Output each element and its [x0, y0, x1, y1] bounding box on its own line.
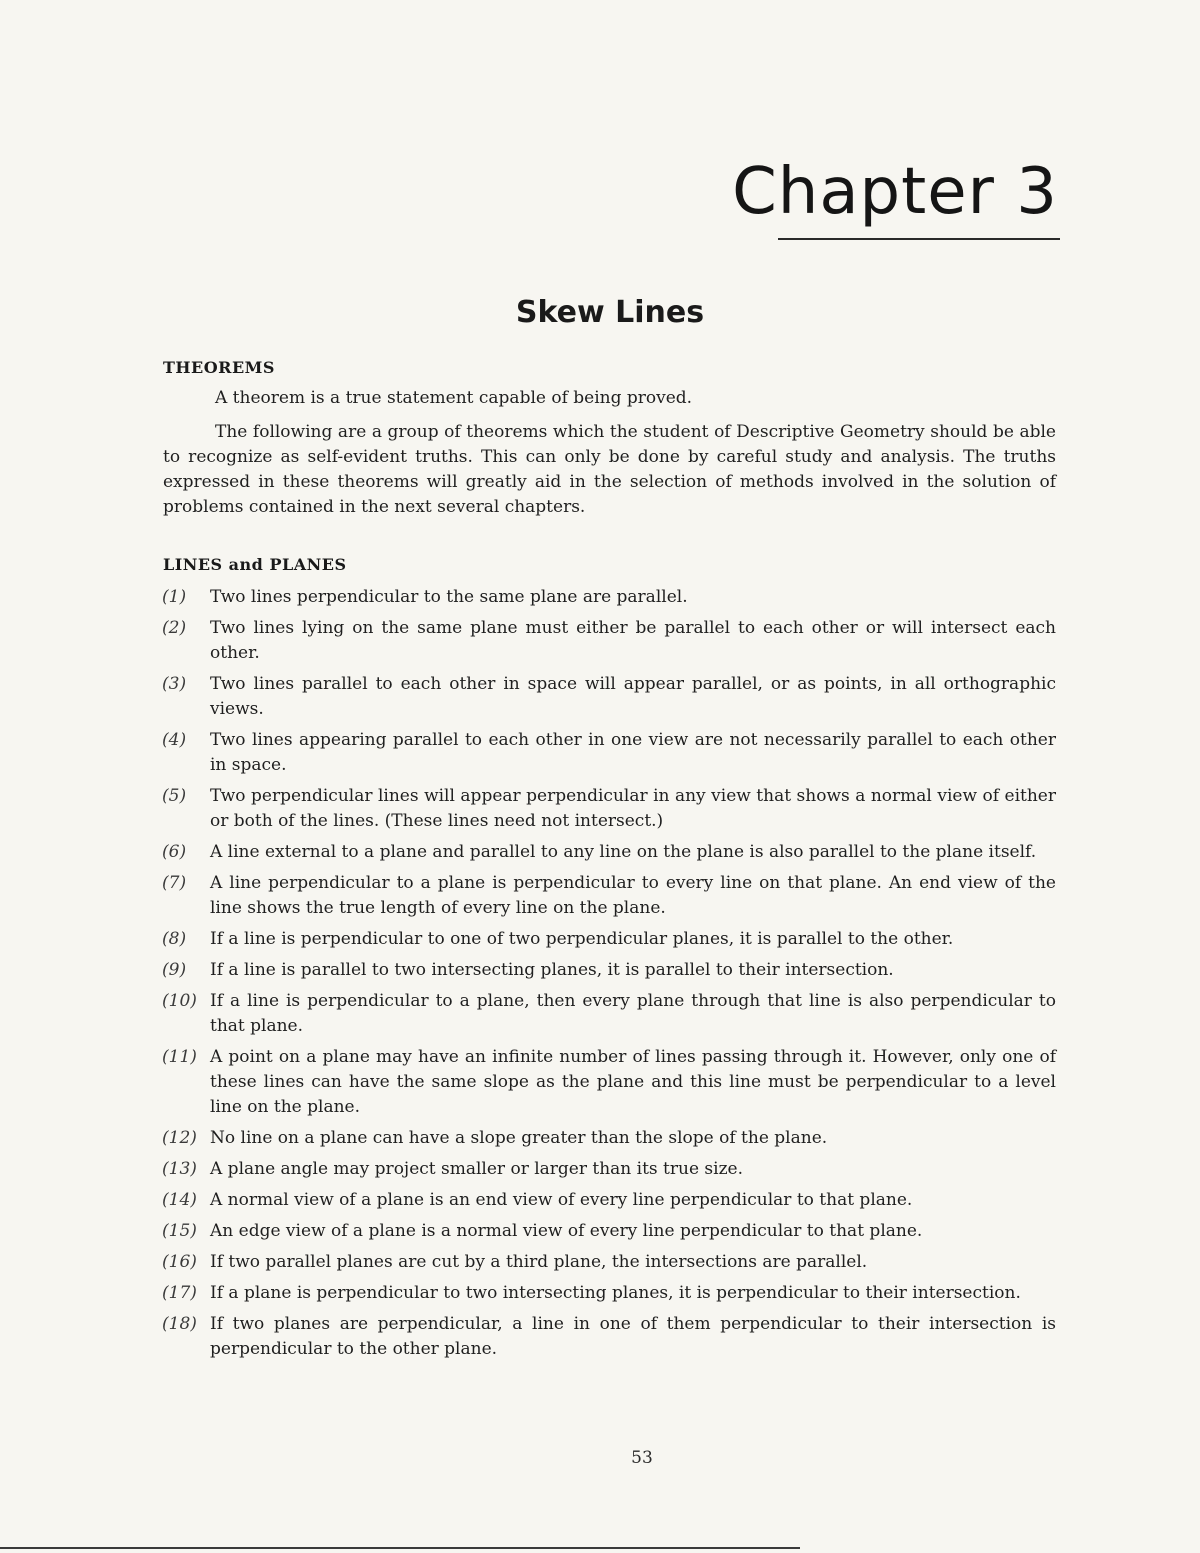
chapter-title: Chapter 3 [732, 155, 1058, 229]
theorem-number: (4) [162, 730, 187, 750]
theorem-item [162, 1281, 1056, 1306]
theorem-text: No line on a plane can have a slope greater than the slope of the plane. [210, 1128, 828, 1148]
theorem-text: Two lines perpendicular to the same plane are parallel. [210, 587, 688, 607]
theorem-intro-paragraph: The following are a group of theorems which the student of Descriptive Geometry should be able to recognize as self-evident truths. This can only be done by careful study and analysis. The truths expressed in these theorems will greatly aid in the selection of methods involved in the solution of problems contained in the next several chapters. [163, 422, 1056, 517]
theorem-item [162, 616, 1056, 666]
theorem-text: Two perpendicular lines will appear perpendicular in any view that shows a normal view of either or both of the lines. (These lines need not intersect.) [210, 786, 1056, 831]
theorem-item [162, 1188, 1056, 1213]
theorem-item [162, 672, 1056, 722]
theorem-item [162, 840, 1056, 865]
theorem-text: An edge view of a plane is a normal view of every line perpendicular to that plane. [210, 1221, 923, 1241]
theorem-item [162, 927, 1056, 952]
theorem-item [162, 784, 1056, 834]
bottom-rule [0, 1547, 800, 1549]
theorem-number: (17) [162, 1283, 197, 1303]
theorem-number: (15) [162, 1221, 197, 1241]
theorem-text: If two planes are perpendicular, a line in one of them perpendicular to their intersection is perpendicular to the other plane. [210, 1314, 1056, 1359]
theorem-number: (16) [162, 1252, 197, 1272]
theorem-text: If a plane is perpendicular to two intersecting planes, it is perpendicular to their intersection. [210, 1283, 1021, 1303]
theorem-number: (6) [162, 842, 187, 862]
theorem-item [162, 585, 1056, 610]
theorem-text: Two lines parallel to each other in space will appear parallel, or as points, in all orthographic views. [210, 674, 1056, 719]
chapter-title-rule [778, 238, 1060, 240]
theorem-text: A line perpendicular to a plane is perpendicular to every line on that plane. An end view of the line shows the true length of every line on the plane. [210, 873, 1056, 918]
theorem-text: Two lines lying on the same plane must either be parallel to each other or will intersect each other. [210, 618, 1056, 663]
lines-planes-heading: LINES and PLANES [163, 555, 347, 574]
theorem-number: (9) [162, 960, 187, 980]
theorem-item [162, 1250, 1056, 1275]
theorems-heading: THEOREMS [163, 358, 275, 377]
theorem-number: (1) [162, 587, 187, 607]
theorem-item [162, 1126, 1056, 1151]
theorem-text: A point on a plane may have an infinite number of lines passing through it. However, only one of these lines can have the same slope as the plane and this line must be perpendicular to a level line on the plane. [210, 1047, 1056, 1117]
theorem-text: If a line is parallel to two intersecting planes, it is parallel to their intersection. [210, 960, 894, 980]
theorem-definition-paragraph: A theorem is a true statement capable of being proved. [215, 388, 693, 408]
theorem-item [162, 989, 1056, 1039]
theorem-number: (5) [162, 786, 187, 806]
theorem-text: If two parallel planes are cut by a third plane, the intersections are parallel. [210, 1252, 868, 1272]
theorem-number: (11) [162, 1047, 197, 1067]
theorem-text: A line external to a plane and parallel to any line on the plane is also parallel to the plane itself. [210, 842, 1037, 862]
theorem-number: (3) [162, 674, 187, 694]
theorem-number: (18) [162, 1314, 197, 1334]
theorem-text: A normal view of a plane is an end view of every line perpendicular to that plane. [210, 1190, 913, 1210]
page-number: 53 [631, 1448, 653, 1468]
theorem-item [162, 871, 1056, 921]
theorem-text: If a line is perpendicular to one of two perpendicular planes, it is parallel to the other. [210, 929, 954, 949]
theorem-text: Two lines appearing parallel to each other in one view are not necessarily parallel to each other in space. [210, 730, 1056, 775]
theorem-number: (13) [162, 1159, 197, 1179]
section-title: Skew Lines [515, 295, 705, 330]
theorem-number: (8) [162, 929, 187, 949]
theorem-text: If a line is perpendicular to a plane, then every plane through that line is also perpendicular to that plane. [210, 991, 1056, 1036]
theorem-number: (7) [162, 873, 187, 893]
theorem-item [162, 1157, 1056, 1182]
theorem-item [162, 728, 1056, 778]
theorem-number: (14) [162, 1190, 197, 1210]
theorem-item [162, 1312, 1056, 1362]
theorem-item [162, 958, 1056, 983]
theorem-item [162, 1219, 1056, 1244]
theorem-list [162, 585, 1056, 1368]
theorem-number: (10) [162, 991, 197, 1011]
theorem-number: (12) [162, 1128, 197, 1148]
theorem-number: (2) [162, 618, 187, 638]
theorem-item [162, 1045, 1056, 1120]
theorem-text: A plane angle may project smaller or larger than its true size. [210, 1159, 744, 1179]
